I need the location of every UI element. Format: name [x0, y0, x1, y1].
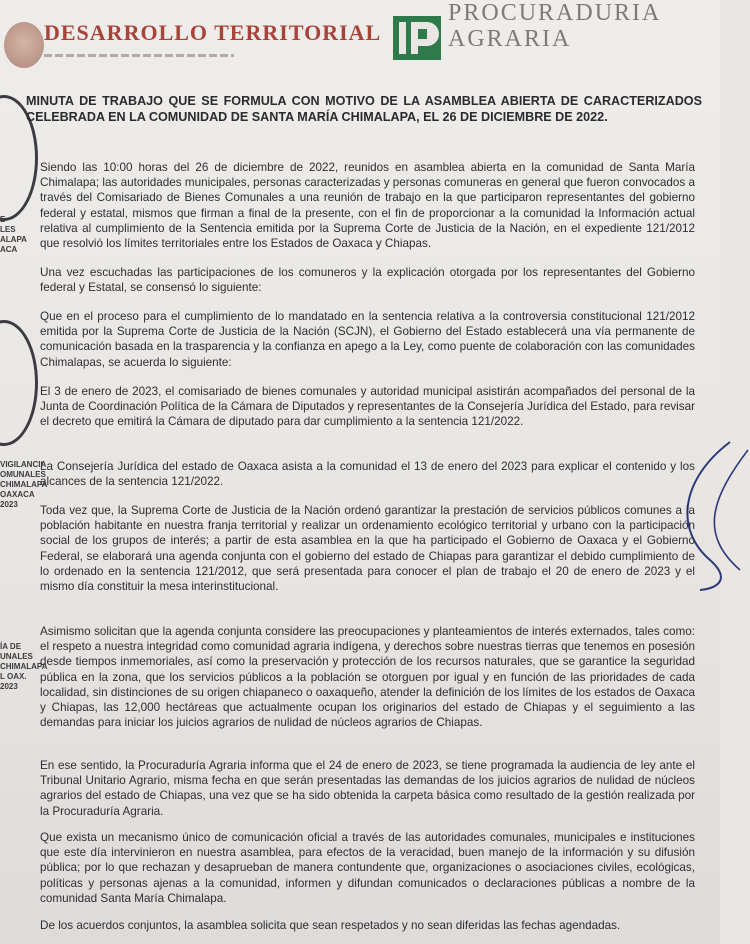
paragraph: La Consejería Jurídica del estado de Oaxaca asista a la comunidad el 13 de enero del 2023 para explicar el contenido y los alcances de la sentencia 121/2022.	[40, 460, 695, 489]
paragraph: Una vez escuchadas las participaciones de los comuneros y la explicación otorgada por los representantes del Gobierno federal y Estatal, se consensó lo siguiente:	[40, 266, 695, 295]
paragraph: Siendo las 10:00 horas del 26 de diciembre de 2022, reunidos en asamblea abierta en la comunidad de Santa María Chimalapa; las autoridades municipales, personas caracterizadas y personas comuneras en general que fueron convocados a través del Comisariado de Bienes Comunales a una reunión de trabajo en la que participaron representantes del gobierno federal y estatal, mismos que firman a final de la presente, con el fin de proporcionar a la comunidad la Información actual relativa al cumplimiento de la Sentencia emitida por la Suprema Corte de Justicia de la Nación, en el expediente 121/2012 que resolvió los límites territoriales entre los Estados de Oaxaca y Chiapas.	[40, 161, 695, 251]
left-brand-title: DESARROLLO TERRITORIAL	[44, 20, 382, 45]
margin-stamp-text-1: E LES ALAPA ACA	[0, 215, 27, 254]
paragraph: El 3 de enero de 2023, el comisariado de bienes comunales y autoridad municipal asistirán acompañados del personal de la Junta de Coordinación Política de la Cámara de Diputados y representantes de la Consejería Jurídica del Estado, para revisar el decreto que emitirá la Cámara de diputado para dar cumplimiento a la sentencia 121/2022.	[40, 385, 695, 429]
right-brand-line2: AGRARIA	[448, 26, 572, 52]
document-heading: MINUTA DE TRABAJO QUE SE FORMULA CON MOTIVO DE LA ASAMBLEA ABIERTA DE CARACTERIZADOS CELEBRADA EN LA COMUNIDAD DE SANTA MARÍA CHIMALAPA, EL 26 DE DICIEMBRE DE 2022.	[26, 94, 702, 124]
right-brand-line1: PROCURADURIA	[448, 0, 662, 26]
paragraph: Asimismo solicitan que la agenda conjunta considere las preocupaciones y planteamientos de interés externados, tales como: el respeto a nuestra integridad como comunidad agraria indígena, y derechos sobre nuestras tierras que tenemos en posesión desde tiempos inmemoriales, así como la preservación y protección de los recursos naturales, que se garantice la seguridad pública en la zona, que los servicios públicos a la población se otorguen por igual y en función de las prioridades de cada localidad, sin distinciones de su origen chiapaneco o oaxaqueño, atender la definición de los límites de los estados de Oaxaca y Chiapas, las 12,000 hectáreas que actualmente ocupan los originarios del estado de Chiapas y el seguimiento a las demandas para iniciar los juicios agrarios de nulidad de núcleos agrarios de Chiapas.	[40, 625, 695, 730]
paragraph: Toda vez que, la Suprema Corte de Justicia de la Nación ordenó garantizar la prestación de servicios públicos comunes a la población habitante en nuestra franja territorial y realizar un ordenamiento ecológico territorial y urbano con la participación social de los grupos de interés; a partir de esta asamblea en la que ha participado el Gobierno de Oaxaca y el Gobierno Federal, se elaborará una agenda conjunta con el gobierno del estado de Chiapas para garantizar el debido cumplimiento de lo ordenado en la sentencia 121/2012, que será presentada para conocer el plan de trabajo el 20 de enero de 2023 y el mismo día constituir la mesa interinstitucional.	[40, 504, 695, 594]
paragraph: De los acuerdos conjuntos, la asamblea solicita que sean respetados y no sean diferidas las fechas agendadas.	[40, 919, 621, 932]
paragraph: Que exista un mecanismo único de comunicación oficial a través de las autoridades comunales, municipales e instituciones que este día intervinieron en nuestra asamblea, para efectos de la veracidad, buen manejo de la información y su difusión pública; por lo que rechazan y desaprueban de manera contundente que, organizaciones o asociaciones civiles, ecológicas, políticas y personas ajenas a la comunidad, informen y difundan comunicados o declaraciones públicas a nombre de la comunidad Santa María Chimalapa.	[40, 831, 695, 905]
paragraph: Que en el proceso para el cumplimiento de lo mandatado en la sentencia relativa a la controversia constitucional 121/2012 emitida por la Suprema Corte de Justicia de la Nación (SCJN), el Gobierno del Estado establecerá una vía permanente de comunicación basada en la trasparencia y la confianza en apego a la Ley, como puente de colaboración con las comunidades Chimalapas, se acuerda lo siguiente:	[40, 310, 695, 369]
margin-stamp-text-2: VIGILANCIA OMUNALES CHIMALAPA OAXACA 2023	[0, 460, 48, 509]
margin-stamp-text-3: ÍA DE UNALES CHIMALAPA L OAX. 2023	[0, 642, 48, 691]
paragraph: En ese sentido, la Procuraduría Agraria informa que el 24 de enero de 2023, se tiene programada la audiencia de ley ante el Tribunal Unitario Agrario, misma fecha en que serán presentadas las demandas de los juicios agrarios de nulidad de núcleos agrarios del estado de Chiapas, una vez que se ha sido obtenida la carpeta básica como resultado de la gestión realizada por la Procuraduría Agraria.	[40, 759, 695, 818]
